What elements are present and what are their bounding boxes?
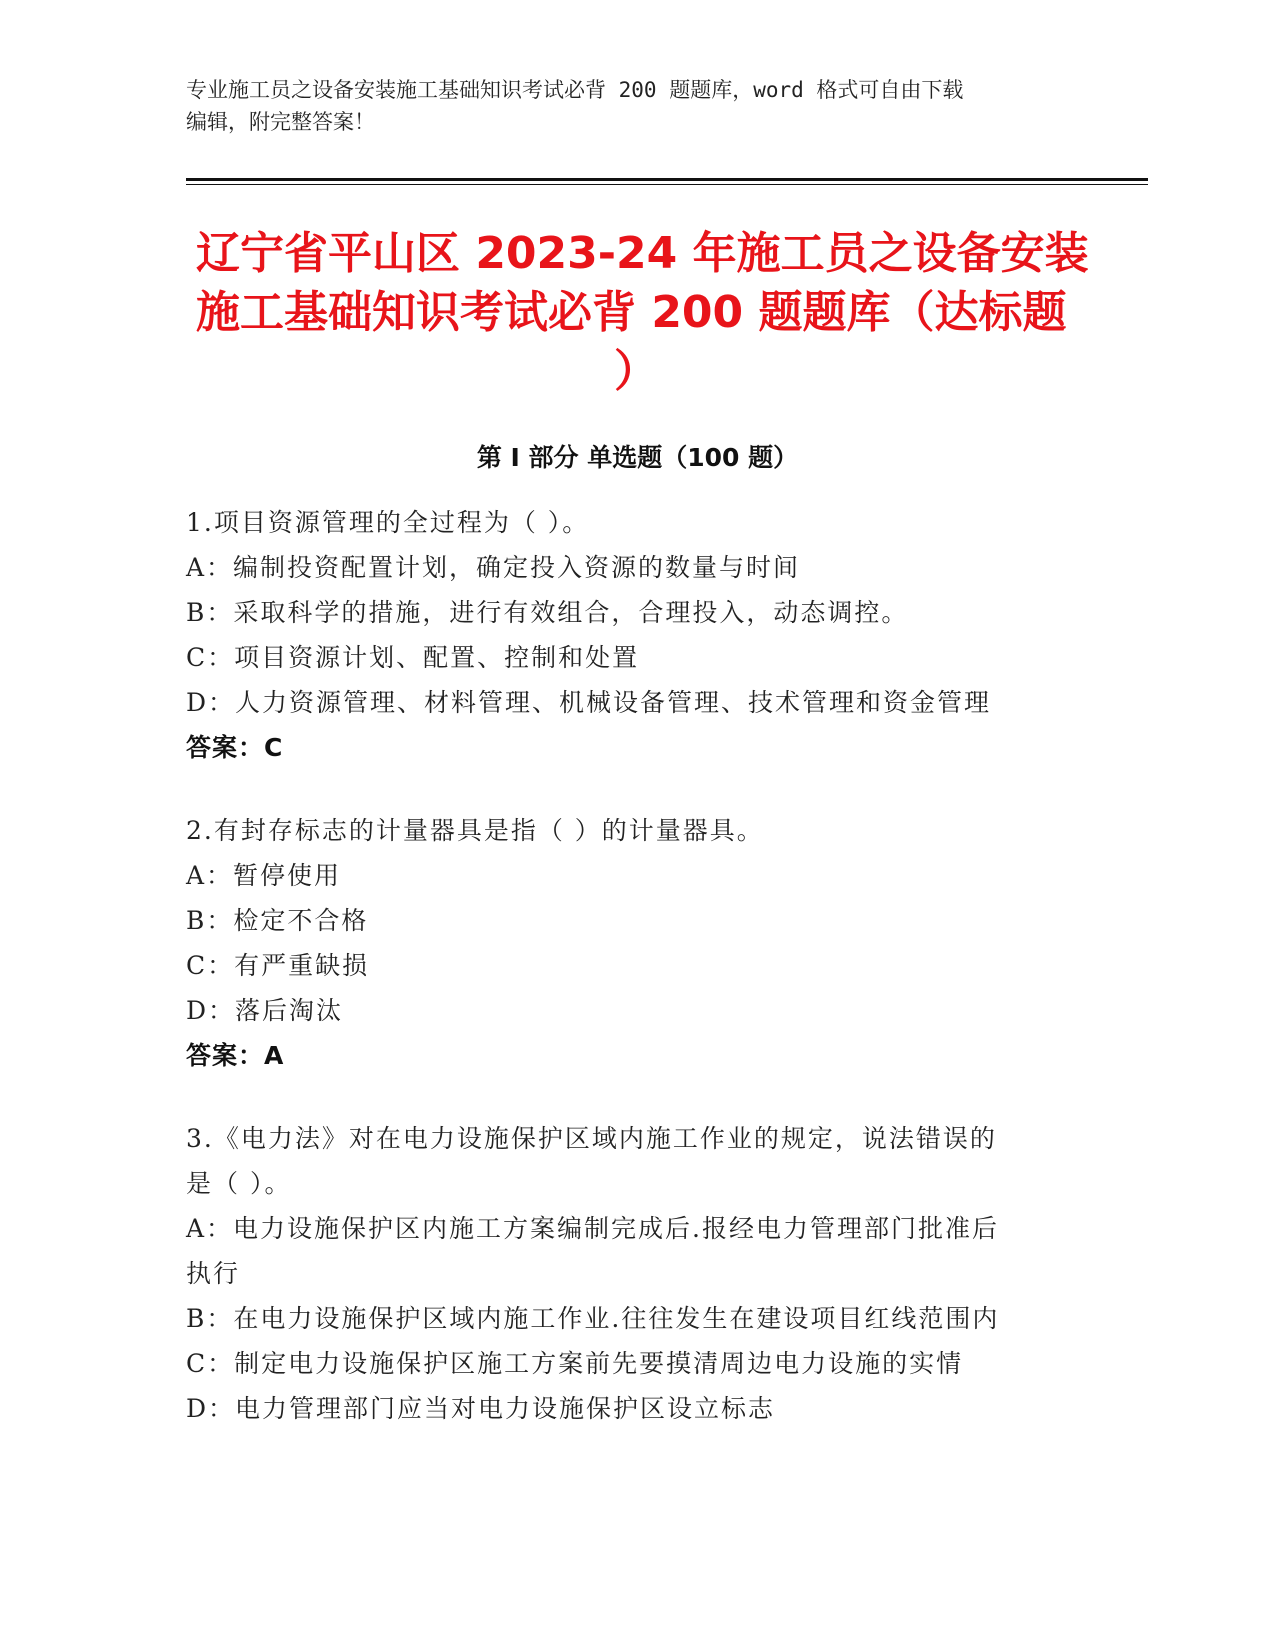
option-b: B：在电力设施保护区域内施工作业.往往发生在建设项目红线范围内 bbox=[186, 1304, 1000, 1333]
header-note bbox=[186, 74, 1066, 138]
option-a: A：暂停使用 bbox=[186, 861, 342, 890]
option-b: B：检定不合格 bbox=[186, 906, 369, 935]
title-line: ） bbox=[614, 346, 658, 397]
answer: 答案：C bbox=[186, 733, 284, 762]
question-3 bbox=[186, 1116, 1086, 1431]
question-stem: 1.项目资源管理的全过程为（ ）。 bbox=[186, 508, 590, 537]
title-line: 施工基础知识考试必背 200 题题库（达标题 bbox=[196, 287, 1067, 338]
option-b: B：采取科学的措施，进行有效组合，合理投入，动态调控。 bbox=[186, 598, 909, 627]
option-d: D：落后淘汰 bbox=[186, 996, 344, 1025]
header-divider-thin bbox=[186, 184, 1148, 185]
header-divider-thick bbox=[186, 178, 1148, 181]
header-note-line: 专业施工员之设备安装施工基础知识考试必背 200 题题库，word 格式可自由下载 bbox=[186, 78, 964, 102]
section-title: 第 I 部分 单选题（100 题） bbox=[476, 443, 799, 472]
option-c: C：制定电力设施保护区施工方案前先要摸清周边电力设施的实情 bbox=[186, 1349, 964, 1378]
option-c: C：项目资源计划、配置、控制和处置 bbox=[186, 643, 640, 672]
option-d: D：电力管理部门应当对电力设施保护区设立标志 bbox=[186, 1394, 776, 1423]
option-a: A：编制投资配置计划，确定投入资源的数量与时间 bbox=[186, 553, 801, 582]
answer: 答案：A bbox=[186, 1041, 285, 1070]
document-title bbox=[196, 224, 1096, 401]
question-stem-continued: 是（ ）。 bbox=[186, 1169, 292, 1198]
question-stem: 2.有封存标志的计量器具是指（ ）的计量器具。 bbox=[186, 816, 764, 845]
header-note-line: 编辑，附完整答案！ bbox=[186, 110, 375, 134]
title-line: 辽宁省平山区 2023-24 年施工员之设备安装 bbox=[196, 228, 1089, 279]
option-a: A：电力设施保护区内施工方案编制完成后.报经电力管理部门批准后 bbox=[186, 1214, 1000, 1243]
question-1 bbox=[186, 500, 1086, 770]
option-a-continued: 执行 bbox=[186, 1259, 241, 1288]
option-c: C：有严重缺损 bbox=[186, 951, 370, 980]
question-2 bbox=[186, 808, 1086, 1078]
option-d: D：人力资源管理、材料管理、机械设备管理、技术管理和资金管理 bbox=[186, 688, 992, 717]
question-stem: 3.《电力法》对在电力设施保护区域内施工作业的规定，说法错误的 bbox=[186, 1124, 997, 1153]
